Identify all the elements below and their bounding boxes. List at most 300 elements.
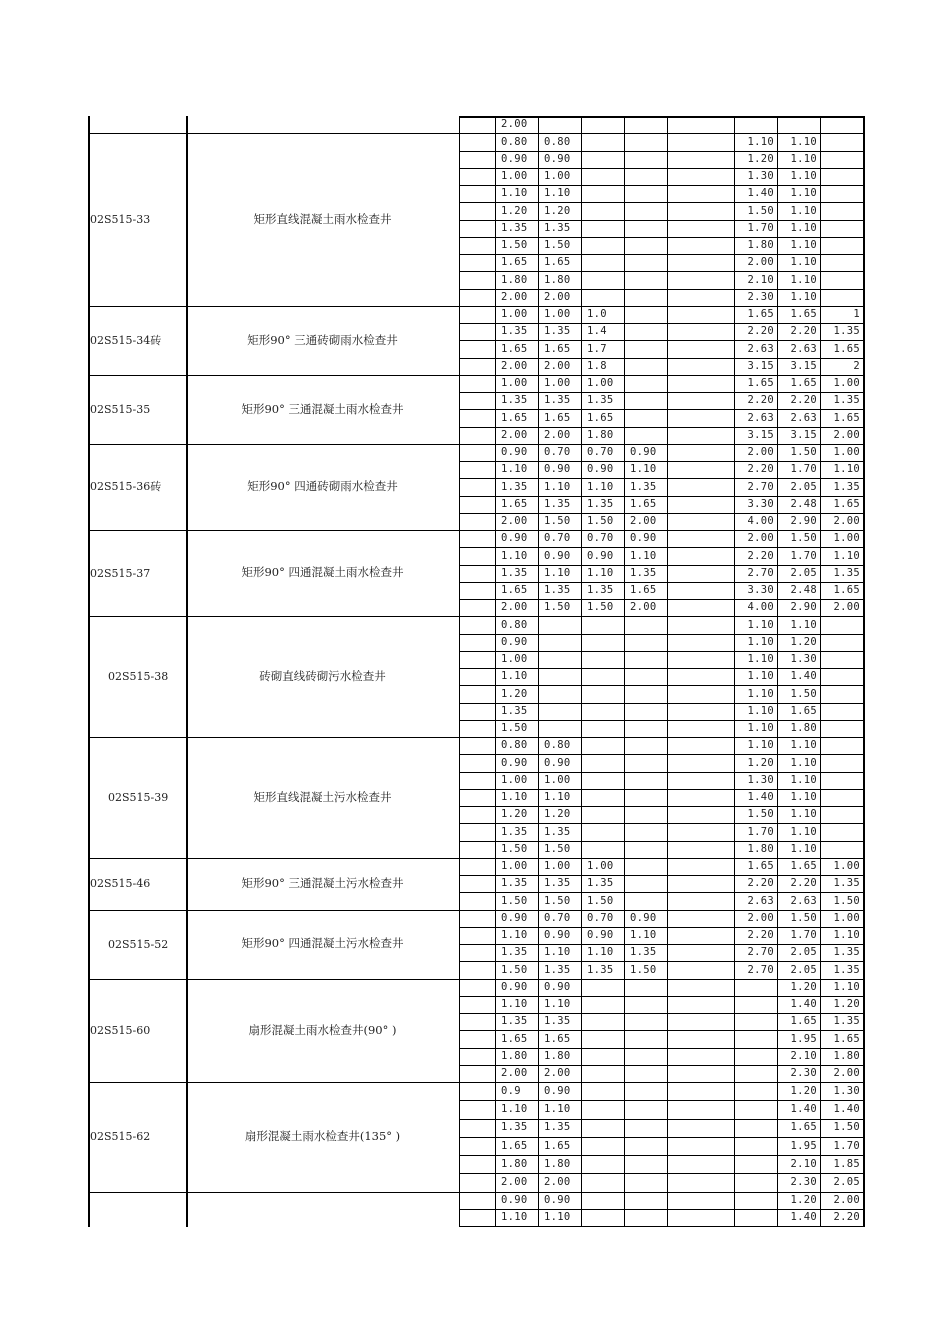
row-gridline (459, 910, 863, 911)
value-cell (538, 116, 581, 133)
value-cell: 1.35 (544, 497, 571, 510)
value-cell (667, 1209, 734, 1226)
row-gridline (459, 151, 863, 152)
value-cell: 1.10 (747, 670, 774, 683)
value-cell: 1.40 (790, 670, 817, 683)
row-gridline (459, 1082, 863, 1083)
row-gridline (459, 634, 863, 635)
blank-cell (459, 237, 495, 254)
value-cell: 1.65 (790, 860, 817, 873)
value-cell: 3.15 (790, 428, 817, 441)
value-cell (667, 996, 734, 1013)
value-cell (667, 720, 734, 737)
blank-cell (459, 1192, 495, 1209)
group-separator (88, 306, 459, 307)
value-cell (734, 1174, 777, 1192)
value-cell: 1.35 (544, 584, 571, 597)
value-cell: 1.00 (833, 911, 860, 924)
value-cell (820, 116, 863, 133)
value-cell: 1.85 (833, 1158, 860, 1171)
value-cell: 1.10 (790, 825, 817, 838)
blank-cell (459, 910, 495, 927)
value-cell: 2.05 (790, 566, 817, 579)
value-cell (538, 720, 581, 737)
value-cell (624, 237, 667, 254)
value-cell: 0.70 (544, 911, 571, 924)
value-cell (624, 979, 667, 996)
value-cell: 2.00 (833, 1067, 860, 1080)
value-cell: 1.95 (790, 1032, 817, 1045)
blank-cell (459, 944, 495, 961)
value-cell: 2.00 (833, 1194, 860, 1207)
value-cell (538, 634, 581, 651)
value-cell: 1.50 (587, 601, 614, 614)
value-cell: 1.10 (501, 929, 528, 942)
value-cell: 2.20 (833, 1211, 860, 1224)
value-cell: 2.00 (544, 428, 571, 441)
value-cell (624, 789, 667, 806)
value-cell (667, 461, 734, 478)
value-cell (820, 254, 863, 271)
value-cell (820, 737, 863, 754)
value-cell (667, 133, 734, 150)
value-cell: 2.48 (790, 584, 817, 597)
blank-cell (459, 599, 495, 616)
value-cell: 1.40 (790, 998, 817, 1011)
value-cell: 2.30 (790, 1067, 817, 1080)
value-cell: 1.50 (790, 687, 817, 700)
well-type-name: 矩形90° 三通混凝土污水检查井 (241, 875, 404, 890)
value-cell: 1.65 (747, 377, 774, 390)
value-cell: 1.50 (501, 963, 528, 976)
value-cell: 0.90 (630, 532, 657, 545)
row-gridline (459, 1209, 863, 1210)
value-cell (820, 772, 863, 789)
value-cell: 1.10 (544, 946, 571, 959)
value-cell: 2.00 (544, 1176, 571, 1189)
value-cell: 1.65 (747, 308, 774, 321)
value-cell (820, 720, 863, 737)
row-gridline (459, 754, 863, 755)
value-cell: 1.80 (833, 1049, 860, 1062)
value-cell: 4.00 (747, 601, 774, 614)
blank-cell (459, 409, 495, 426)
blank-cell (459, 961, 495, 978)
value-cell: 1.10 (790, 170, 817, 183)
row-gridline (459, 530, 863, 531)
value-cell (538, 685, 581, 702)
value-cell: 2.90 (790, 515, 817, 528)
value-cell: 1.10 (790, 808, 817, 821)
value-cell (820, 754, 863, 771)
value-cell: 1.65 (501, 1139, 528, 1152)
value-cell: 1.80 (747, 842, 774, 855)
value-cell: 1.10 (790, 135, 817, 148)
row-gridline (459, 944, 863, 945)
value-cell (581, 703, 624, 720)
value-cell: 1.35 (501, 221, 528, 234)
value-cell: 1.20 (790, 635, 817, 648)
value-cell: 0.70 (544, 446, 571, 459)
value-cell (624, 858, 667, 875)
value-cell (581, 1030, 624, 1047)
value-cell: 1.35 (501, 704, 528, 717)
value-cell (624, 1119, 667, 1137)
value-cell: 1.10 (747, 739, 774, 752)
top-gridline (459, 116, 863, 118)
value-cell: 1.10 (790, 842, 817, 855)
value-cell: 1.35 (833, 963, 860, 976)
group-separator (88, 444, 459, 445)
value-cell: 1.70 (790, 463, 817, 476)
blank-cell (459, 358, 495, 375)
value-cell: 1.50 (544, 894, 571, 907)
value-cell (624, 254, 667, 271)
value-cell (667, 409, 734, 426)
value-cell: 2.00 (501, 359, 528, 372)
value-cell (581, 1100, 624, 1118)
column-gridline (581, 116, 582, 1227)
value-cell: 1.35 (544, 1121, 571, 1134)
value-cell (581, 133, 624, 150)
value-cell (538, 616, 581, 633)
row-gridline (459, 806, 863, 807)
value-cell: 1.80 (501, 1049, 528, 1062)
value-cell: 3.30 (747, 584, 774, 597)
value-cell: 1.10 (544, 791, 571, 804)
value-cell: 1.35 (833, 1015, 860, 1028)
value-cell: 1.10 (747, 653, 774, 666)
blank-cell (459, 444, 495, 461)
value-cell: 1.65 (501, 497, 528, 510)
value-cell (581, 1192, 624, 1209)
well-type-name: 矩形直线混凝土雨水检查井 (253, 211, 392, 226)
value-cell: 1.65 (587, 411, 614, 424)
row-gridline (459, 651, 863, 652)
blank-cell (459, 565, 495, 582)
value-cell: 1.00 (501, 860, 528, 873)
drawing-code: 02S515-39 (108, 790, 169, 804)
value-cell: 1.00 (501, 773, 528, 786)
well-type-name: 矩形直线混凝土污水检查井 (253, 789, 392, 804)
blank-cell (459, 789, 495, 806)
blank-cell (459, 1100, 495, 1118)
value-cell (624, 1082, 667, 1100)
value-cell (734, 1065, 777, 1082)
value-cell (581, 185, 624, 202)
row-gridline (459, 1119, 863, 1120)
row-gridline (459, 823, 863, 824)
well-type-name: 扇形混凝土雨水检查井(135° ) (244, 1129, 401, 1144)
blank-cell (459, 1155, 495, 1173)
value-cell (667, 547, 734, 564)
value-cell: 0.90 (587, 929, 614, 942)
value-cell (667, 478, 734, 495)
column-gridline (734, 116, 735, 1227)
column-gridline (667, 116, 668, 1227)
value-cell (667, 1119, 734, 1137)
value-cell (581, 1119, 624, 1137)
row-gridline (459, 841, 863, 842)
group-separator (88, 910, 459, 911)
value-cell: 1.50 (544, 239, 571, 252)
value-cell (820, 220, 863, 237)
value-cell (538, 651, 581, 668)
well-type-name: 扇形混凝土雨水检查井(90° ) (248, 1022, 397, 1037)
value-cell (581, 1209, 624, 1226)
value-cell: 1.10 (790, 204, 817, 217)
value-cell (667, 1048, 734, 1065)
value-cell: 1.35 (833, 877, 860, 890)
value-cell: 0.80 (501, 618, 528, 631)
value-cell: 2.20 (790, 325, 817, 338)
value-cell (581, 979, 624, 996)
value-cell: 1.20 (747, 756, 774, 769)
row-gridline (459, 306, 863, 307)
value-cell: 2.05 (790, 963, 817, 976)
blank-cell (459, 496, 495, 513)
value-cell: 0.90 (587, 463, 614, 476)
value-cell: 2.00 (747, 256, 774, 269)
value-cell: 1.20 (544, 808, 571, 821)
value-cell (667, 271, 734, 288)
value-cell (581, 271, 624, 288)
value-cell (667, 185, 734, 202)
row-gridline (459, 547, 863, 548)
value-cell: 1.10 (630, 549, 657, 562)
blank-cell (459, 547, 495, 564)
value-cell (667, 823, 734, 840)
value-cell (667, 599, 734, 616)
value-cell (581, 996, 624, 1013)
value-cell: 0.80 (501, 135, 528, 148)
value-cell: 1.50 (747, 204, 774, 217)
value-cell: 1.50 (833, 894, 860, 907)
row-gridline (459, 461, 863, 462)
row-gridline (459, 720, 863, 721)
value-cell: 1.10 (790, 756, 817, 769)
value-cell: 2.05 (790, 946, 817, 959)
value-cell: 1.35 (630, 566, 657, 579)
value-cell: 1.10 (790, 187, 817, 200)
column-gridline (88, 116, 90, 1227)
value-cell: 3.15 (790, 359, 817, 372)
value-cell: 1.80 (501, 273, 528, 286)
blank-cell (459, 616, 495, 633)
value-cell (820, 237, 863, 254)
row-gridline (459, 340, 863, 341)
value-cell: 0.90 (544, 1084, 571, 1097)
value-cell (734, 1209, 777, 1226)
value-cell: 1.00 (501, 653, 528, 666)
value-cell: 0.90 (544, 980, 571, 993)
value-cell (667, 1030, 734, 1047)
group-separator (88, 979, 459, 980)
value-cell: 1.10 (790, 739, 817, 752)
value-cell: 0.70 (587, 532, 614, 545)
row-gridline (459, 1030, 863, 1031)
row-gridline (459, 703, 863, 704)
value-cell: 1.80 (501, 1158, 528, 1171)
value-cell: 0.90 (501, 1194, 528, 1207)
value-cell: 2.30 (747, 290, 774, 303)
value-cell (581, 772, 624, 789)
value-cell (624, 651, 667, 668)
row-gridline (459, 427, 863, 428)
value-cell: 1.80 (544, 273, 571, 286)
row-gridline (459, 1137, 863, 1138)
value-cell: 2.00 (501, 428, 528, 441)
value-cell: 0.90 (501, 152, 528, 165)
group-separator (88, 858, 459, 859)
value-cell: 1.50 (833, 1121, 860, 1134)
blank-cell (459, 1119, 495, 1137)
bottom-gridline (459, 1226, 863, 1227)
value-cell (734, 996, 777, 1013)
value-cell: 2.00 (747, 532, 774, 545)
value-cell: 1.70 (747, 221, 774, 234)
value-cell (734, 1030, 777, 1047)
value-cell: 1.0 (587, 308, 607, 321)
value-cell (624, 1065, 667, 1082)
value-cell (820, 634, 863, 651)
value-cell: 2.63 (747, 411, 774, 424)
value-cell: 1.35 (630, 946, 657, 959)
value-cell: 1.65 (630, 584, 657, 597)
blank-cell (459, 703, 495, 720)
row-gridline (459, 375, 863, 376)
value-cell (581, 789, 624, 806)
well-type-name: 矩形90° 三通混凝土雨水检查井 (241, 401, 404, 416)
value-cell: 1.65 (501, 584, 528, 597)
value-cell: 1.00 (833, 446, 860, 459)
value-cell: 1.20 (544, 204, 571, 217)
blank-cell (459, 478, 495, 495)
value-cell: 0.90 (501, 635, 528, 648)
value-cell (581, 1082, 624, 1100)
blank-cell (459, 858, 495, 875)
value-cell (581, 685, 624, 702)
value-cell: 1.35 (544, 325, 571, 338)
value-cell (734, 1119, 777, 1137)
value-cell: 3.30 (747, 497, 774, 510)
value-cell (581, 202, 624, 219)
value-cell (624, 1155, 667, 1173)
value-cell: 2.63 (790, 411, 817, 424)
value-cell (667, 668, 734, 685)
blank-cell (459, 271, 495, 288)
value-cell (581, 289, 624, 306)
value-cell: 1.35 (501, 325, 528, 338)
drawing-code (88, 116, 186, 133)
value-cell: 1.10 (747, 722, 774, 735)
value-cell: 2.20 (790, 877, 817, 890)
column-gridline (624, 116, 625, 1227)
value-cell (581, 1137, 624, 1155)
value-cell: 0.90 (544, 152, 571, 165)
value-cell: 1.65 (790, 704, 817, 717)
value-cell: 1.50 (501, 722, 528, 735)
value-cell: 1.35 (501, 566, 528, 579)
value-cell (820, 823, 863, 840)
row-gridline (459, 927, 863, 928)
value-cell (667, 340, 734, 357)
value-cell: 1.65 (790, 1121, 817, 1134)
value-cell: 1.40 (747, 791, 774, 804)
value-cell (820, 271, 863, 288)
value-cell (734, 1100, 777, 1118)
value-cell: 2.70 (747, 566, 774, 579)
value-cell (667, 789, 734, 806)
value-cell: 1.10 (790, 273, 817, 286)
blank-cell (459, 116, 495, 133)
value-cell (667, 754, 734, 771)
value-cell (667, 685, 734, 702)
value-cell: 1.35 (544, 963, 571, 976)
blank-cell (459, 1137, 495, 1155)
value-cell: 1.50 (747, 808, 774, 821)
value-cell: 1.50 (544, 601, 571, 614)
value-cell: 1.65 (544, 342, 571, 355)
value-cell: 1.35 (544, 221, 571, 234)
value-cell: 1.35 (501, 394, 528, 407)
value-cell: 2.63 (747, 342, 774, 355)
value-cell: 1.50 (501, 239, 528, 252)
value-cell (624, 375, 667, 392)
value-cell (581, 1013, 624, 1030)
value-cell (624, 1100, 667, 1118)
value-cell: 0.90 (501, 446, 528, 459)
value-cell: 0.9 (501, 1084, 521, 1097)
value-cell (624, 392, 667, 409)
value-cell (624, 668, 667, 685)
drawing-code: 02S515-35 (90, 402, 151, 416)
value-cell (624, 151, 667, 168)
blank-cell (459, 737, 495, 754)
value-cell: 1.00 (544, 860, 571, 873)
row-gridline (459, 979, 863, 980)
value-cell: 1.65 (501, 1032, 528, 1045)
value-cell: 2.00 (501, 601, 528, 614)
value-cell: 1.10 (501, 998, 528, 1011)
value-cell: 1.20 (501, 204, 528, 217)
value-cell (624, 1209, 667, 1226)
value-cell: 0.80 (501, 739, 528, 752)
value-cell (667, 306, 734, 323)
column-gridline (186, 116, 188, 1227)
row-gridline (459, 1100, 863, 1101)
row-gridline (459, 496, 863, 497)
row-gridline (459, 892, 863, 893)
value-cell (777, 116, 820, 133)
drawing-code: 02S515-52 (108, 937, 169, 951)
value-cell (581, 151, 624, 168)
value-cell: 1.10 (833, 549, 860, 562)
blank-cell (459, 306, 495, 323)
value-cell: 3.15 (747, 359, 774, 372)
value-cell: 1.10 (630, 929, 657, 942)
row-gridline (459, 323, 863, 324)
drawing-code: 02S515-37 (90, 566, 151, 580)
row-gridline (459, 202, 863, 203)
row-gridline (459, 444, 863, 445)
value-cell: 1.65 (501, 411, 528, 424)
value-cell: 1.35 (501, 480, 528, 493)
drawing-code: 02S515-33 (90, 213, 151, 226)
value-cell: 1.10 (587, 566, 614, 579)
value-cell (667, 1192, 734, 1209)
value-cell (624, 892, 667, 909)
